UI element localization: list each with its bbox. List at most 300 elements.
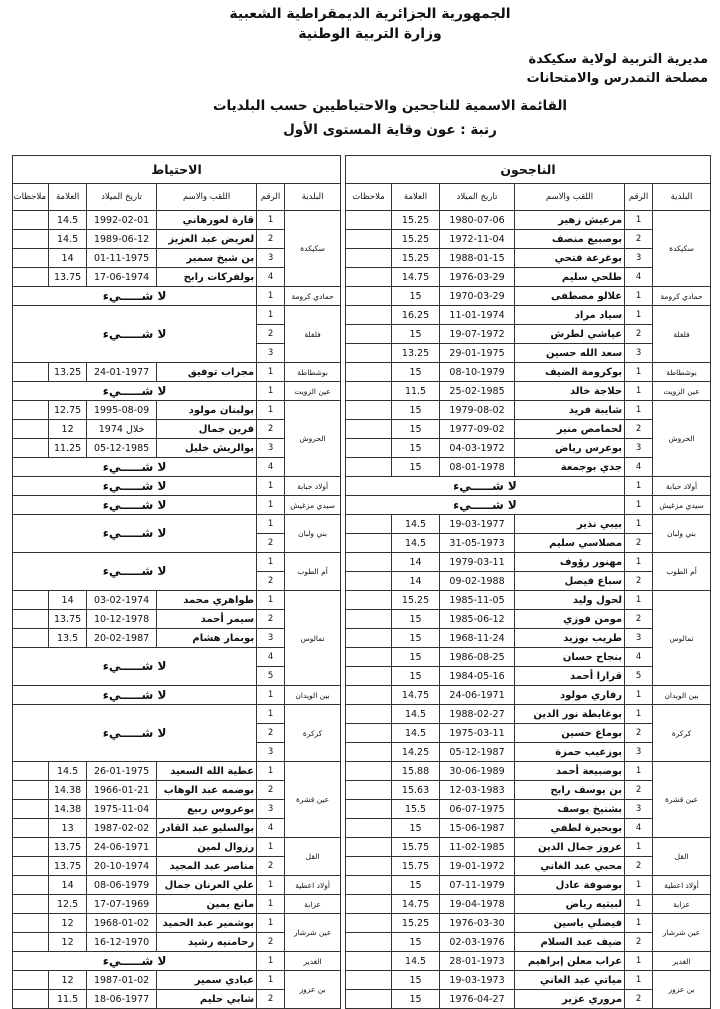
notes-cell [13,933,49,952]
grade-cell: 14.25 [392,743,440,762]
table-row [346,876,711,895]
notes-cell [346,211,392,230]
dob-cell: 19-03-1973 [440,971,515,990]
notes-cell [13,876,49,895]
notes-cell [13,363,49,382]
dob-cell: 12-03-1983 [440,781,515,800]
dob-cell: 1980-07-06 [440,211,515,230]
col-name: اللقب والاسم [515,184,625,211]
name-cell: بن يوسف رابح [515,781,625,800]
grade-cell: 13 [49,819,87,838]
row-number-cell: 2 [625,857,653,876]
notes-cell [13,895,49,914]
grade-cell: 15.88 [392,762,440,781]
notes-cell [13,971,49,990]
grade-cell: 14.5 [392,534,440,553]
grade-cell: 15.75 [392,838,440,857]
dob-cell: 1987-01-02 [87,971,157,990]
grade-cell: 11.5 [392,382,440,401]
grade-cell: 14 [392,553,440,572]
grade-cell: 15 [392,648,440,667]
municipality-cell: تمالوس [285,591,341,686]
municipality-cell: الحروش [653,401,711,477]
table-row [13,477,341,496]
dob-cell: 1968-01-02 [87,914,157,933]
dob-cell: 31-05-1973 [440,534,515,553]
municipality-cell: سكيكدة [653,211,711,287]
municipality-cell: حمادي كرومة [285,287,341,306]
grade-cell: 14.38 [49,781,87,800]
dob-cell: 1988-01-15 [440,249,515,268]
name-cell: بولبنان مولود [157,401,257,420]
row-number-cell: 1 [257,553,285,572]
dob-cell: 29-01-1975 [440,344,515,363]
name-cell: عروز جمال الدين [515,838,625,857]
table-row [346,287,711,306]
notes-cell [346,876,392,895]
name-cell: بوعرس رياض [515,439,625,458]
notes-cell [346,686,392,705]
dob-cell: 19-01-1972 [440,857,515,876]
dob-cell: 19-07-1972 [440,325,515,344]
row-number-cell: 1 [257,306,285,325]
dob-cell: 1979-08-02 [440,401,515,420]
name-cell: بوضمه عبد الوهاب [157,781,257,800]
name-cell: مومن فوزي [515,610,625,629]
row-number-cell: 2 [257,933,285,952]
name-cell: بوماغ حسين [515,724,625,743]
dob-cell: 1975-03-11 [440,724,515,743]
grade-cell: 14.75 [392,686,440,705]
reserve-table [12,155,341,1009]
notes-cell [346,952,392,971]
empty-entry-cell: لا شـــــيء [13,515,257,553]
name-cell: مانع يمين [157,895,257,914]
row-number-cell: 2 [625,420,653,439]
name-cell: بولفركات رابح [157,268,257,287]
name-cell: بوشمير عبد الحميد [157,914,257,933]
row-number-cell: 3 [625,439,653,458]
grade-cell: 12 [49,971,87,990]
name-cell: عبادي سمير [157,971,257,990]
table-row [13,895,341,914]
notes-cell [346,325,392,344]
dob-cell: 01-11-1975 [87,249,157,268]
row-number-cell: 1 [625,382,653,401]
grade-cell: 15 [392,990,440,1009]
table-row [346,211,711,230]
dob-cell: خلال 1974 [87,420,157,439]
name-cell: رزوال لمين [157,838,257,857]
grade-cell: 14 [49,876,87,895]
name-cell: لعريض عبد العزيز [157,230,257,249]
grade-cell: 14 [392,572,440,591]
table-row [346,838,711,857]
row-number-cell: 5 [625,667,653,686]
row-number-cell: 4 [257,458,285,477]
empty-entry-cell: لا شـــــيء [13,306,257,363]
grade-cell: 15 [392,401,440,420]
row-number-cell: 4 [625,648,653,667]
dob-cell: 03-02-1974 [87,591,157,610]
grade-cell: 14.5 [392,724,440,743]
row-number-cell: 3 [257,439,285,458]
col-name: اللقب والاسم [157,184,257,211]
dob-cell: 26-01-1975 [87,762,157,781]
row-number-cell: 3 [257,743,285,762]
name-cell: رحامنيه رشيد [157,933,257,952]
name-cell: سباع فيصل [515,572,625,591]
table-row [346,401,711,420]
row-number-cell: 3 [625,344,653,363]
name-cell: بوغرعة فتحي [515,249,625,268]
table-row [13,762,341,781]
dob-cell: 02-03-1976 [440,933,515,952]
grade-cell: 13.5 [49,629,87,648]
municipality-cell: بني ولبان [653,515,711,553]
dob-cell: 25-02-1985 [440,382,515,401]
notes-cell [346,610,392,629]
table-row [346,477,711,496]
row-number-cell: 1 [257,211,285,230]
table-row [346,914,711,933]
notes-cell [346,268,392,287]
table-row [346,496,711,515]
dob-cell: 1979-03-11 [440,553,515,572]
grade-cell: 15 [392,876,440,895]
dob-cell: 1976-03-30 [440,914,515,933]
col-municipality: البلدية [653,184,711,211]
notes-cell [13,230,49,249]
row-number-cell: 1 [625,876,653,895]
table-row [346,553,711,572]
name-cell: طلحي سليم [515,268,625,287]
col-dob: تاريخ الميلاد [87,184,157,211]
grade-cell: 15 [392,933,440,952]
name-cell: مناصر عبد المجيد [157,857,257,876]
col-number: الرقم [625,184,653,211]
dob-cell: 20-02-1987 [87,629,157,648]
grade-cell: 15 [392,363,440,382]
row-number-cell: 2 [625,781,653,800]
row-number-cell: 2 [257,230,285,249]
row-number-cell: 1 [257,477,285,496]
notes-cell [346,990,392,1009]
dob-cell: 08-10-1979 [440,363,515,382]
dob-cell: 1972-11-04 [440,230,515,249]
name-cell: بوبمار هشام [157,629,257,648]
grade-cell: 15 [392,287,440,306]
grade-cell: 12 [49,420,87,439]
name-cell: بوالسليو عبد القادر [157,819,257,838]
dob-cell: 1992-02-01 [87,211,157,230]
dob-cell: 11-01-1974 [440,306,515,325]
name-cell: علي العرنان جمال [157,876,257,895]
notes-cell [13,838,49,857]
grade-cell: 14.5 [49,211,87,230]
table-row [346,382,711,401]
dob-cell: 1968-11-24 [440,629,515,648]
empty-entry-cell: لا شـــــيء [13,952,257,971]
empty-entry-cell: لا شـــــيء [13,496,257,515]
successful-section-title: الناجحون [346,156,711,184]
municipality-cell: فلفلة [653,306,711,363]
dob-cell: 1966-01-21 [87,781,157,800]
table-row [13,553,341,572]
dob-cell: 24-06-1971 [440,686,515,705]
name-cell: رفاري مولود [515,686,625,705]
name-cell: عراب معلن إبراهيم [515,952,625,971]
row-number-cell: 1 [625,914,653,933]
grade-cell: 14 [49,591,87,610]
municipality-cell: عزابة [285,895,341,914]
grade-cell: 15.63 [392,781,440,800]
table-row [13,838,341,857]
row-number-cell: 4 [625,819,653,838]
row-number-cell: 2 [625,325,653,344]
notes-cell [346,363,392,382]
notes-cell [13,914,49,933]
ministry-heading: وزارة التربية الوطنية [298,26,442,42]
notes-cell [346,857,392,876]
municipality-cell: عزابة [653,895,711,914]
notes-cell [346,420,392,439]
dob-cell: 1995-08-09 [87,401,157,420]
table-row [13,515,341,534]
row-number-cell: 4 [257,648,285,667]
table-row [13,914,341,933]
row-number-cell: 2 [625,572,653,591]
municipality-cell: القل [285,838,341,876]
row-number-cell: 1 [257,382,285,401]
name-cell: سيمر أحمد [157,610,257,629]
dob-cell: 19-04-1978 [440,895,515,914]
dob-cell: 20-10-1974 [87,857,157,876]
name-cell: بوصوفة عادل [515,876,625,895]
row-number-cell: 2 [257,610,285,629]
municipality-cell: تمالوس [653,591,711,686]
name-cell: علالو مصطفى [515,287,625,306]
grade-cell: 14.75 [392,895,440,914]
dob-cell: 30-06-1989 [440,762,515,781]
notes-cell [346,971,392,990]
grade-cell: 15.25 [392,249,440,268]
table-row [13,363,341,382]
grade-cell: 14.5 [392,952,440,971]
row-number-cell: 1 [625,211,653,230]
grade-cell: 14.5 [392,515,440,534]
row-number-cell: 1 [257,363,285,382]
municipality-cell: أولاد اعطية [653,876,711,895]
table-row [13,686,341,705]
notes-cell [346,382,392,401]
row-number-cell: 1 [257,952,285,971]
name-cell: شايبة فريد [515,401,625,420]
row-number-cell: 1 [257,287,285,306]
notes-cell [346,800,392,819]
dob-cell: 04-03-1972 [440,439,515,458]
name-cell: فرين جمال [157,420,257,439]
grade-cell: 14 [49,249,87,268]
municipality-cell: بوشطاطة [285,363,341,382]
table-row [346,686,711,705]
table-row [13,952,341,971]
notes-cell [13,610,49,629]
municipality-cell: كركرة [653,705,711,762]
row-number-cell: 2 [257,534,285,553]
notes-cell [346,648,392,667]
col-grade: العلامة [392,184,440,211]
municipality-cell: سيدي مزغيش [285,496,341,515]
dob-cell: 1986-08-25 [440,648,515,667]
name-cell: فيصلي ياسين [515,914,625,933]
col-notes: ملاحظات [346,184,392,211]
empty-entry-cell: لا شـــــيء [13,477,257,496]
notes-cell [346,287,392,306]
row-number-cell: 1 [257,591,285,610]
dob-cell: 17-07-1969 [87,895,157,914]
grade-cell: 15 [392,458,440,477]
row-number-cell: 4 [625,268,653,287]
table-row [13,705,341,724]
table-row [13,876,341,895]
name-cell: طريب بوزيد [515,629,625,648]
municipality-cell: الحروش [285,401,341,477]
col-notes: ملاحظات [13,184,49,211]
municipality-cell: أولاد حبابة [285,477,341,496]
notes-cell [346,439,392,458]
name-cell: بوكرومة الضيف [515,363,625,382]
municipality-cell: بين الويدان [653,686,711,705]
grade-cell: 13.75 [49,838,87,857]
grade-cell: 15 [392,667,440,686]
table-row [346,895,711,914]
dob-cell: 1989-06-12 [87,230,157,249]
municipality-cell: بين الويدان [285,686,341,705]
notes-cell [13,439,49,458]
row-number-cell: 2 [257,990,285,1009]
table-row [346,363,711,382]
row-number-cell: 4 [625,458,653,477]
dob-cell: 1984-05-16 [440,667,515,686]
grade-cell: 13.75 [49,610,87,629]
empty-entry-cell: لا شـــــيء [346,477,625,496]
row-number-cell: 2 [257,781,285,800]
row-number-cell: 1 [625,477,653,496]
row-number-cell: 3 [625,800,653,819]
table-row [346,952,711,971]
name-cell: عياشي لطرش [515,325,625,344]
dob-cell: 06-07-1975 [440,800,515,819]
notes-cell [346,515,392,534]
grade-cell: 13.75 [49,268,87,287]
name-cell: مصلاسي سليم [515,534,625,553]
municipality-cell: سيدي مزغيش [653,496,711,515]
grade-cell: 12 [49,914,87,933]
table-row [346,306,711,325]
col-municipality: البلدية [285,184,341,211]
name-cell: مهنور رؤوف [515,553,625,572]
row-number-cell: 5 [257,667,285,686]
dob-cell: 1976-03-29 [440,268,515,287]
dob-cell: 15-06-1987 [440,819,515,838]
notes-cell [13,857,49,876]
table-row [13,211,341,230]
row-number-cell: 1 [625,306,653,325]
notes-cell [346,781,392,800]
name-cell: بوبحيرة لطفي [515,819,625,838]
successful-table [345,155,711,1009]
empty-entry-cell: لا شـــــيء [13,648,257,686]
row-number-cell: 4 [257,819,285,838]
notes-cell [13,781,49,800]
name-cell: حلاجة خالد [515,382,625,401]
row-number-cell: 2 [257,724,285,743]
empty-entry-cell: لا شـــــيء [13,287,257,306]
row-number-cell: 1 [257,401,285,420]
table-row [13,591,341,610]
row-number-cell: 1 [257,686,285,705]
row-number-cell: 2 [625,724,653,743]
municipality-cell: عين شرشار [653,914,711,952]
notes-cell [13,762,49,781]
grade-cell: 13.25 [49,363,87,382]
municipality-cell: القل [653,838,711,876]
grade-cell: 15.25 [392,211,440,230]
table-row [346,762,711,781]
name-cell: ضيف عبد السلام [515,933,625,952]
rank-title: رتبة : عون وقاية المستوى الأول [283,122,497,138]
notes-cell [13,268,49,287]
municipality-cell: بني ولبان [285,515,341,553]
dob-cell: 09-02-1988 [440,572,515,591]
dob-cell: 28-01-1973 [440,952,515,971]
name-cell: قارة لعورهاني [157,211,257,230]
row-number-cell: 1 [257,838,285,857]
row-number-cell: 1 [625,496,653,515]
row-number-cell: 2 [257,857,285,876]
name-cell: بوزعيب حمزة [515,743,625,762]
name-cell: بيبي نذير [515,515,625,534]
dob-cell: 1987-02-02 [87,819,157,838]
dob-cell: 1976-04-27 [440,990,515,1009]
empty-entry-cell: لا شـــــيء [13,686,257,705]
notes-cell [13,211,49,230]
notes-cell [13,629,49,648]
notes-cell [346,705,392,724]
empty-entry-cell: لا شـــــيء [13,382,257,401]
row-number-cell: 2 [257,572,285,591]
dob-cell: 1988-02-27 [440,705,515,724]
notes-cell [13,800,49,819]
notes-cell [346,838,392,857]
grade-cell: 15.75 [392,857,440,876]
name-cell: لبيتيه رياض [515,895,625,914]
notes-cell [346,249,392,268]
row-number-cell: 1 [625,287,653,306]
municipality-cell: الغدير [285,952,341,971]
municipality-cell: بن عزوز [285,971,341,1009]
table-row [346,515,711,534]
name-cell: لحمامص منير [515,420,625,439]
row-number-cell: 1 [257,762,285,781]
dob-cell: 16-12-1970 [87,933,157,952]
municipality-cell: بن عزوز [653,971,711,1009]
row-number-cell: 1 [625,952,653,971]
grade-cell: 15.25 [392,230,440,249]
name-cell: مياتي عبد الغاني [515,971,625,990]
name-cell: شابي حليم [157,990,257,1009]
